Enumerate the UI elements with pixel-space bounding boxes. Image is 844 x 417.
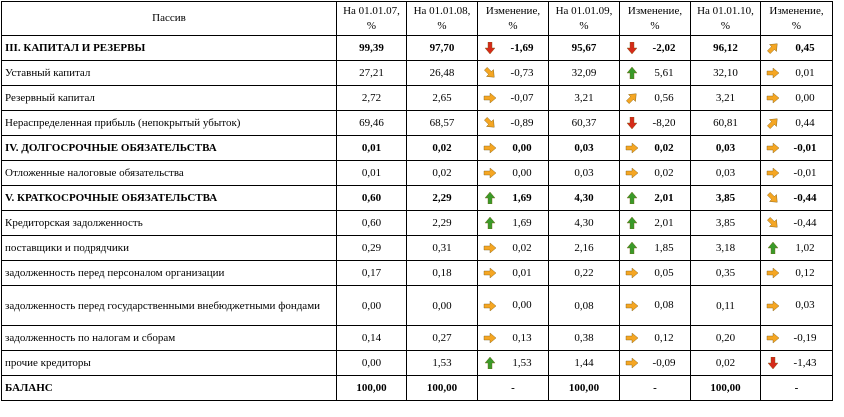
- arrow-right-icon: [483, 167, 497, 179]
- change-cell: [761, 286, 833, 326]
- header-passive: Пассив: [2, 2, 337, 36]
- arrow-right-icon: [766, 332, 780, 344]
- value-01-01-07: 0,01: [337, 136, 407, 161]
- arrow-up-icon: [625, 242, 639, 254]
- arrow-down-right-icon: [766, 217, 780, 229]
- value-01-01-09: 4,30: [549, 186, 620, 211]
- change-value: 0,02: [654, 166, 674, 179]
- change-value: 0,13: [512, 331, 532, 344]
- change-value: 0,44: [795, 116, 815, 129]
- row-label: V. КРАТКОСРОЧНЫЕ ОБЯЗАТЕЛЬСТВА: [2, 186, 337, 211]
- arrow-right-icon: [483, 300, 497, 312]
- change-cell: [620, 86, 691, 111]
- change-cell: [761, 376, 833, 401]
- row-label: задолженность перед персоналом организации: [2, 261, 337, 286]
- arrow-up-icon: [625, 217, 639, 229]
- value-01-01-07: 0,60: [337, 186, 407, 211]
- value-01-01-07: 27,21: [337, 61, 407, 86]
- change-cell: [620, 111, 691, 136]
- table-row: [2, 326, 833, 351]
- row-label: задолженность по налогам и сборам: [2, 326, 337, 351]
- value-01-01-07: 0,17: [337, 261, 407, 286]
- change-value: 0,12: [795, 266, 815, 279]
- arrow-right-icon: [625, 332, 639, 344]
- change-value: -0,01: [793, 166, 817, 179]
- arrow-up-right-icon: [766, 42, 780, 54]
- change-value: 2,01: [654, 191, 674, 204]
- change-value: 0,01: [512, 266, 532, 279]
- change-cell: [478, 86, 549, 111]
- value-01-01-08: 0,00: [407, 286, 478, 326]
- value-01-01-08: 0,02: [407, 161, 478, 186]
- value-01-01-10: 3,85: [691, 186, 761, 211]
- change-value: -0,89: [510, 116, 534, 129]
- arrow-right-icon: [625, 267, 639, 279]
- value-01-01-09: 4,30: [549, 211, 620, 236]
- change-value: 0,05: [654, 266, 674, 279]
- value-01-01-10: 100,00: [691, 376, 761, 401]
- change-value: -0,44: [793, 191, 817, 204]
- row-label: III. КАПИТАЛ И РЕЗЕРВЫ: [2, 36, 337, 61]
- change-cell: [620, 186, 691, 211]
- row-label: Кредиторская задолженность: [2, 211, 337, 236]
- value-01-01-08: 0,27: [407, 326, 478, 351]
- value-01-01-09: 0,08: [549, 286, 620, 326]
- arrow-up-right-icon: [766, 117, 780, 129]
- change-cell: [761, 351, 833, 376]
- change-value: 0,00: [795, 91, 815, 104]
- arrow-right-icon: [625, 167, 639, 179]
- change-cell: [620, 236, 691, 261]
- change-cell: [761, 261, 833, 286]
- table-row: [2, 286, 833, 326]
- value-01-01-07: 2,72: [337, 86, 407, 111]
- arrow-up-icon: [483, 192, 497, 204]
- header-01-01-09: На 01.01.09, %: [549, 2, 620, 36]
- value-01-01-08: 26,48: [407, 61, 478, 86]
- change-value: 1,69: [512, 191, 532, 204]
- row-label: IV. ДОЛГОСРОЧНЫЕ ОБЯЗАТЕЛЬСТВА: [2, 136, 337, 161]
- value-01-01-08: 100,00: [407, 376, 478, 401]
- value-01-01-09: 60,37: [549, 111, 620, 136]
- arrow-right-icon: [483, 242, 497, 254]
- change-value: 0,00: [512, 166, 532, 179]
- change-value: 5,61: [654, 66, 674, 79]
- table-row: [2, 111, 833, 136]
- arrow-down-right-icon: [766, 192, 780, 204]
- change-value: 0,02: [512, 241, 532, 254]
- change-cell: [478, 211, 549, 236]
- table-row: [2, 261, 833, 286]
- arrow-right-icon: [483, 267, 497, 279]
- value-01-01-10: 0,35: [691, 261, 761, 286]
- value-01-01-07: 0,00: [337, 351, 407, 376]
- change-value: -1,43: [793, 356, 817, 369]
- value-01-01-10: 0,20: [691, 326, 761, 351]
- change-value: -0,19: [793, 331, 817, 344]
- change-cell: [478, 236, 549, 261]
- value-01-01-09: 0,03: [549, 136, 620, 161]
- change-cell: [620, 136, 691, 161]
- change-value: -1,69: [510, 41, 534, 54]
- change-cell: [620, 161, 691, 186]
- change-cell: [620, 61, 691, 86]
- arrow-right-icon: [483, 142, 497, 154]
- arrow-up-icon: [483, 357, 497, 369]
- value-01-01-10: 3,85: [691, 211, 761, 236]
- change-value: -2,02: [652, 41, 676, 54]
- change-value: 0,03: [795, 299, 815, 312]
- value-01-01-08: 97,70: [407, 36, 478, 61]
- value-01-01-07: 0,14: [337, 326, 407, 351]
- value-01-01-08: 1,53: [407, 351, 478, 376]
- arrow-right-icon: [625, 142, 639, 154]
- value-01-01-09: 100,00: [549, 376, 620, 401]
- header-01-01-07: На 01.01.07, %: [337, 2, 407, 36]
- change-cell: [478, 186, 549, 211]
- change-value: 0,12: [654, 331, 674, 344]
- arrow-down-icon: [483, 42, 497, 54]
- row-label: Отложенные налоговые обязательства: [2, 161, 337, 186]
- arrow-down-icon: [625, 42, 639, 54]
- arrow-right-icon: [766, 167, 780, 179]
- change-cell: [478, 376, 549, 401]
- value-01-01-10: 0,03: [691, 136, 761, 161]
- value-01-01-10: 0,03: [691, 161, 761, 186]
- value-01-01-09: 95,67: [549, 36, 620, 61]
- arrow-right-icon: [766, 300, 780, 312]
- value-01-01-10: 3,18: [691, 236, 761, 261]
- change-cell: [478, 286, 549, 326]
- change-value: -: [794, 382, 799, 394]
- value-01-01-08: 0,02: [407, 136, 478, 161]
- change-value: 0,08: [654, 299, 674, 312]
- change-value: -: [653, 382, 657, 394]
- arrow-up-icon: [625, 67, 639, 79]
- change-cell: [478, 111, 549, 136]
- header-change-10: Изменение, %: [761, 2, 833, 36]
- arrow-right-icon: [766, 92, 780, 104]
- arrow-down-icon: [625, 117, 639, 129]
- arrow-right-icon: [766, 267, 780, 279]
- value-01-01-08: 2,29: [407, 211, 478, 236]
- change-value: -0,73: [510, 66, 534, 79]
- change-cell: [761, 136, 833, 161]
- value-01-01-07: 100,00: [337, 376, 407, 401]
- table-row: [2, 86, 833, 111]
- change-value: 1,85: [654, 241, 674, 254]
- arrow-down-right-icon: [483, 117, 497, 129]
- change-value: 0,00: [512, 299, 532, 312]
- table-row: [2, 376, 833, 401]
- value-01-01-09: 2,16: [549, 236, 620, 261]
- change-cell: [478, 351, 549, 376]
- value-01-01-10: 0,11: [691, 286, 761, 326]
- change-value: -0,44: [793, 216, 817, 229]
- value-01-01-07: 0,29: [337, 236, 407, 261]
- change-cell: [620, 286, 691, 326]
- change-value: 0,01: [795, 66, 815, 79]
- change-cell: [620, 376, 691, 401]
- change-cell: [620, 326, 691, 351]
- value-01-01-07: 0,60: [337, 211, 407, 236]
- value-01-01-10: 96,12: [691, 36, 761, 61]
- header-01-01-08: На 01.01.08, %: [407, 2, 478, 36]
- change-cell: [478, 161, 549, 186]
- change-cell: [761, 186, 833, 211]
- change-value: -0,01: [793, 141, 817, 154]
- change-value: -: [511, 382, 515, 394]
- value-01-01-08: 0,18: [407, 261, 478, 286]
- change-cell: [478, 61, 549, 86]
- arrow-right-icon: [766, 67, 780, 79]
- change-cell: [761, 111, 833, 136]
- change-value: 1,69: [512, 216, 532, 229]
- header-01-01-10: На 01.01.10, %: [691, 2, 761, 36]
- table-row: [2, 161, 833, 186]
- row-label: прочие кредиторы: [2, 351, 337, 376]
- change-cell: [761, 326, 833, 351]
- arrow-right-icon: [766, 142, 780, 154]
- table-row: [2, 211, 833, 236]
- row-label: БАЛАНС: [2, 376, 337, 401]
- change-value: -0,07: [510, 91, 534, 104]
- value-01-01-08: 2,29: [407, 186, 478, 211]
- change-cell: [761, 236, 833, 261]
- table-row: [2, 36, 833, 61]
- table-row: [2, 236, 833, 261]
- change-value: 0,02: [654, 141, 674, 154]
- change-value: -0,09: [652, 356, 676, 369]
- arrow-up-icon: [625, 192, 639, 204]
- change-value: 0,00: [512, 141, 532, 154]
- value-01-01-09: 1,44: [549, 351, 620, 376]
- row-label: задолженность перед государственными внебюджетными фондами: [2, 286, 337, 326]
- arrow-down-right-icon: [483, 67, 497, 79]
- arrow-up-icon: [483, 217, 497, 229]
- change-cell: [761, 211, 833, 236]
- value-01-01-10: 3,21: [691, 86, 761, 111]
- value-01-01-10: 60,81: [691, 111, 761, 136]
- change-cell: [620, 36, 691, 61]
- value-01-01-09: 32,09: [549, 61, 620, 86]
- change-cell: [761, 36, 833, 61]
- change-cell: [478, 136, 549, 161]
- change-cell: [620, 351, 691, 376]
- arrow-up-icon: [766, 242, 780, 254]
- arrow-right-icon: [625, 300, 639, 312]
- value-01-01-10: 0,02: [691, 351, 761, 376]
- value-01-01-10: 32,10: [691, 61, 761, 86]
- table-row: [2, 61, 833, 86]
- change-value: -8,20: [652, 116, 676, 129]
- row-label: поставщики и подрядчики: [2, 236, 337, 261]
- passive-balance-table: [1, 1, 833, 401]
- row-label: Уставный капитал: [2, 61, 337, 86]
- change-cell: [620, 261, 691, 286]
- arrow-right-icon: [625, 357, 639, 369]
- change-value: 0,56: [654, 91, 674, 104]
- value-01-01-08: 2,65: [407, 86, 478, 111]
- header-change-08: Изменение, %: [478, 2, 549, 36]
- value-01-01-07: 0,01: [337, 161, 407, 186]
- value-01-01-09: 0,38: [549, 326, 620, 351]
- value-01-01-08: 68,57: [407, 111, 478, 136]
- value-01-01-07: 99,39: [337, 36, 407, 61]
- change-value: 1,53: [512, 356, 532, 369]
- value-01-01-08: 0,31: [407, 236, 478, 261]
- change-cell: [761, 61, 833, 86]
- row-label: Резервный капитал: [2, 86, 337, 111]
- change-cell: [478, 326, 549, 351]
- change-cell: [761, 86, 833, 111]
- table-row: [2, 136, 833, 161]
- table-row: [2, 186, 833, 211]
- row-label: Нераспределенная прибыль (непокрытый убыток): [2, 111, 337, 136]
- value-01-01-09: 0,22: [549, 261, 620, 286]
- change-cell: [478, 261, 549, 286]
- arrow-right-icon: [483, 92, 497, 104]
- change-cell: [620, 211, 691, 236]
- arrow-right-icon: [483, 332, 497, 344]
- header-row: [2, 2, 833, 36]
- change-value: 0,45: [795, 41, 815, 54]
- table-row: [2, 351, 833, 376]
- value-01-01-07: 0,00: [337, 286, 407, 326]
- header-change-09: Изменение, %: [620, 2, 691, 36]
- value-01-01-09: 3,21: [549, 86, 620, 111]
- value-01-01-09: 0,03: [549, 161, 620, 186]
- change-cell: [761, 161, 833, 186]
- arrow-up-right-icon: [625, 92, 639, 104]
- change-value: 2,01: [654, 216, 674, 229]
- change-value: 1,02: [795, 241, 815, 254]
- change-cell: [478, 36, 549, 61]
- value-01-01-07: 69,46: [337, 111, 407, 136]
- arrow-down-icon: [766, 357, 780, 369]
